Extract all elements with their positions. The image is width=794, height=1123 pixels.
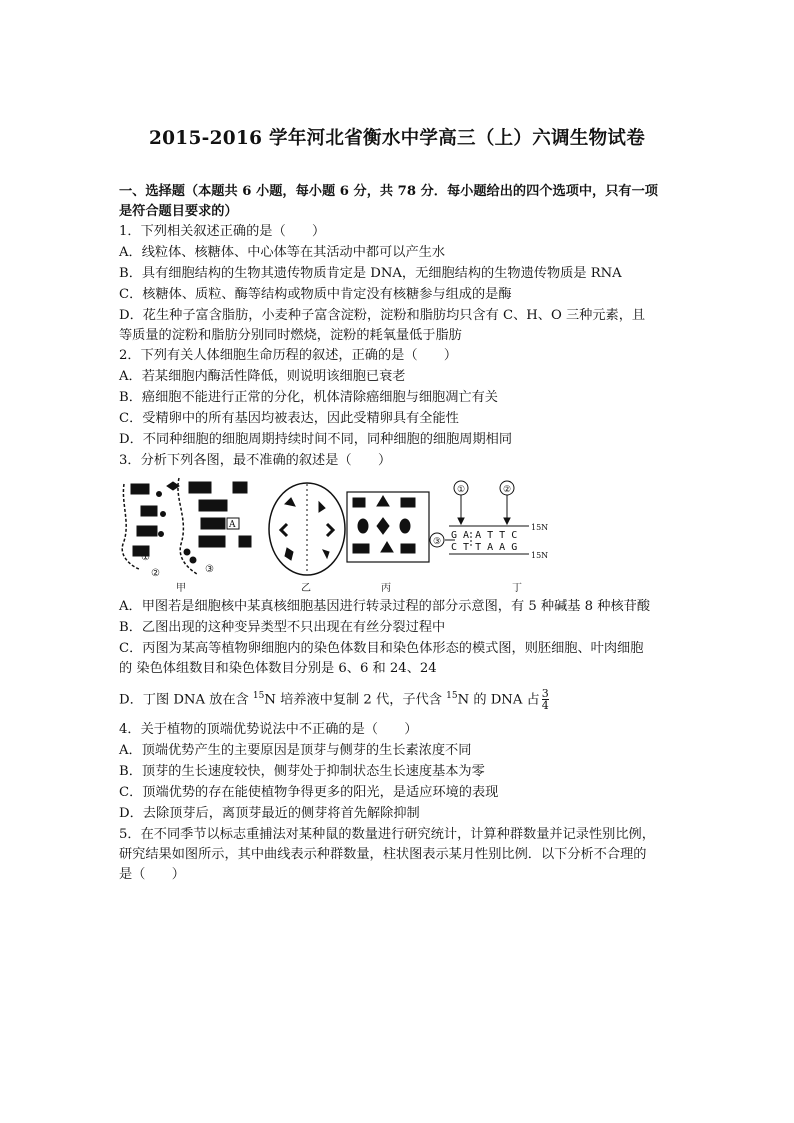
q1-option-d: D．花生种子富含脂肪，小麦种子富含淀粉，淀粉和脂肪均只含有 C、H、O 三种元素，且 bbox=[119, 308, 646, 323]
fraction bbox=[542, 688, 549, 711]
q3-d-pre: D．丁图 DNA 放在含 bbox=[119, 692, 253, 708]
q1-option-b: B．具有细胞结构的生物其遗传物质肯定是 DNA，无细胞结构的生物遗传物质是 RNA bbox=[119, 266, 622, 281]
dna-bottom-sequence: C T T A A G bbox=[451, 542, 518, 553]
q4-option-c: C．顶端优势的存在能使植物争得更多的阳光，是适应环境的表现 bbox=[119, 785, 499, 800]
q5-stem: 5．在不同季节以标志重捕法对某种鼠的数量进行研究统计，计算种群数量并记录性别比例， bbox=[119, 827, 655, 842]
figure-label-bing: 丙 bbox=[381, 583, 391, 594]
figure-label-yi: 乙 bbox=[301, 583, 311, 594]
q4-option-b: B．顶芽的生长速度较快，侧芽处于抑制状态生长速度基本为零 bbox=[119, 764, 485, 779]
q3-option-c-cont: 的 染色体组数目和染色体数目分别是 6、6 和 24、24 bbox=[119, 661, 437, 676]
figure-label-jia: 甲 bbox=[176, 583, 186, 594]
section-heading: 一、选择题（本题共 6 小题，每小题 6 分，共 78 分．每小题给出的四个选项中，只有一项 bbox=[119, 184, 658, 199]
q3-d-post: N 的 DNA 占 bbox=[457, 692, 540, 708]
q3-option-a: A．甲图若是细胞核中某真核细胞基因进行转录过程的部分示意图，有 5 种碱基 8 种核苷酸 bbox=[119, 599, 651, 614]
q3-d-mid: N 培养液中复制 2 代，子代含 bbox=[264, 692, 447, 708]
page-title: 2015-2016 学年河北省衡水中学高三（上）六调生物试卷 bbox=[148, 128, 646, 149]
dna-top-sequence: G A A T T C bbox=[451, 530, 518, 541]
q1-stem: 1．下列相关叙述正确的是（ ） bbox=[119, 224, 326, 239]
q5-stem-end: 是（ ） bbox=[119, 867, 185, 882]
q3-option-b: B．乙图出现的这种变异类型不只出现在有丝分裂过程中 bbox=[119, 620, 446, 635]
label-circle-1-ding: ① bbox=[457, 485, 466, 495]
circle-1-label: ① bbox=[141, 552, 150, 563]
q4-option-d: D．去除顶芽后，离顶芽最近的侧芽将首先解除抑制 bbox=[119, 806, 420, 821]
q1-option-d-cont: 等质量的淀粉和脂肪分别同时燃烧，淀粉的耗氧量低于脂肪 bbox=[119, 328, 462, 343]
q3-d-sup1: 15 bbox=[252, 691, 265, 701]
q1-option-c: C．核糖体、质粒、酶等结构或物质中肯定没有核糖参与组成的是酶 bbox=[119, 287, 512, 302]
q3-stem: 3．分析下列各图，最不准确的叙述是（ ） bbox=[119, 453, 392, 468]
figure-label-ding: 丁 bbox=[512, 583, 522, 594]
circle-2-label: ② bbox=[151, 568, 160, 579]
label-circle-2-ding: ② bbox=[503, 485, 512, 495]
q4-stem: 4．关于植物的顶端优势说法中不正确的是（ ） bbox=[119, 722, 418, 737]
figure-yi bbox=[269, 483, 345, 575]
figure-letter-a: A bbox=[229, 520, 236, 530]
q3-figure bbox=[119, 474, 557, 592]
q5-stem-cont: 研究结果如图所示，其中曲线表示种群数量，柱状图表示某月性别比例．以下分析不合理的 bbox=[119, 847, 647, 862]
q2-option-a: A．若某细胞内酶活性降低，则说明该细胞已衰老 bbox=[119, 369, 406, 384]
q3-d-sup2: 15 bbox=[446, 691, 458, 701]
q3-option-d bbox=[119, 686, 549, 711]
q4-option-a: A．顶端优势产生的主要原因是顶芽与侧芽的生长素浓度不同 bbox=[119, 743, 472, 758]
q2-option-d: D．不同种细胞的细胞周期持续时间不同，同种细胞的细胞周期相同 bbox=[119, 432, 513, 447]
fraction-denominator: 4 bbox=[541, 699, 549, 713]
fraction-numerator: 3 bbox=[541, 687, 549, 701]
q2-stem: 2．下列有关人体细胞生命历程的叙述，正确的是（ ） bbox=[119, 348, 458, 363]
n15-label-bottom: 15N bbox=[531, 551, 549, 560]
label-circle-3-ding: ③ bbox=[433, 537, 442, 547]
q3-option-c: C．丙图为某高等植物卵细胞内的染色体数目和染色体形态的模式图，则胚细胞、叶肉细胞 bbox=[119, 641, 644, 656]
figure-bing bbox=[347, 492, 429, 562]
n15-label-top: 15N bbox=[531, 523, 549, 532]
circle-3-label: ③ bbox=[205, 564, 214, 575]
section-heading-cont: 是符合题目要求的） bbox=[119, 204, 238, 219]
q1-option-a: A．线粒体、核糖体、中心体等在其活动中都可以产生水 bbox=[119, 245, 446, 260]
q2-option-c: C．受精卵中的所有基因均被表达，因此受精卵具有全能性 bbox=[119, 411, 459, 426]
q2-option-b: B．癌细胞不能进行正常的分化，机体清除癌细胞与细胞凋亡有关 bbox=[119, 390, 498, 405]
